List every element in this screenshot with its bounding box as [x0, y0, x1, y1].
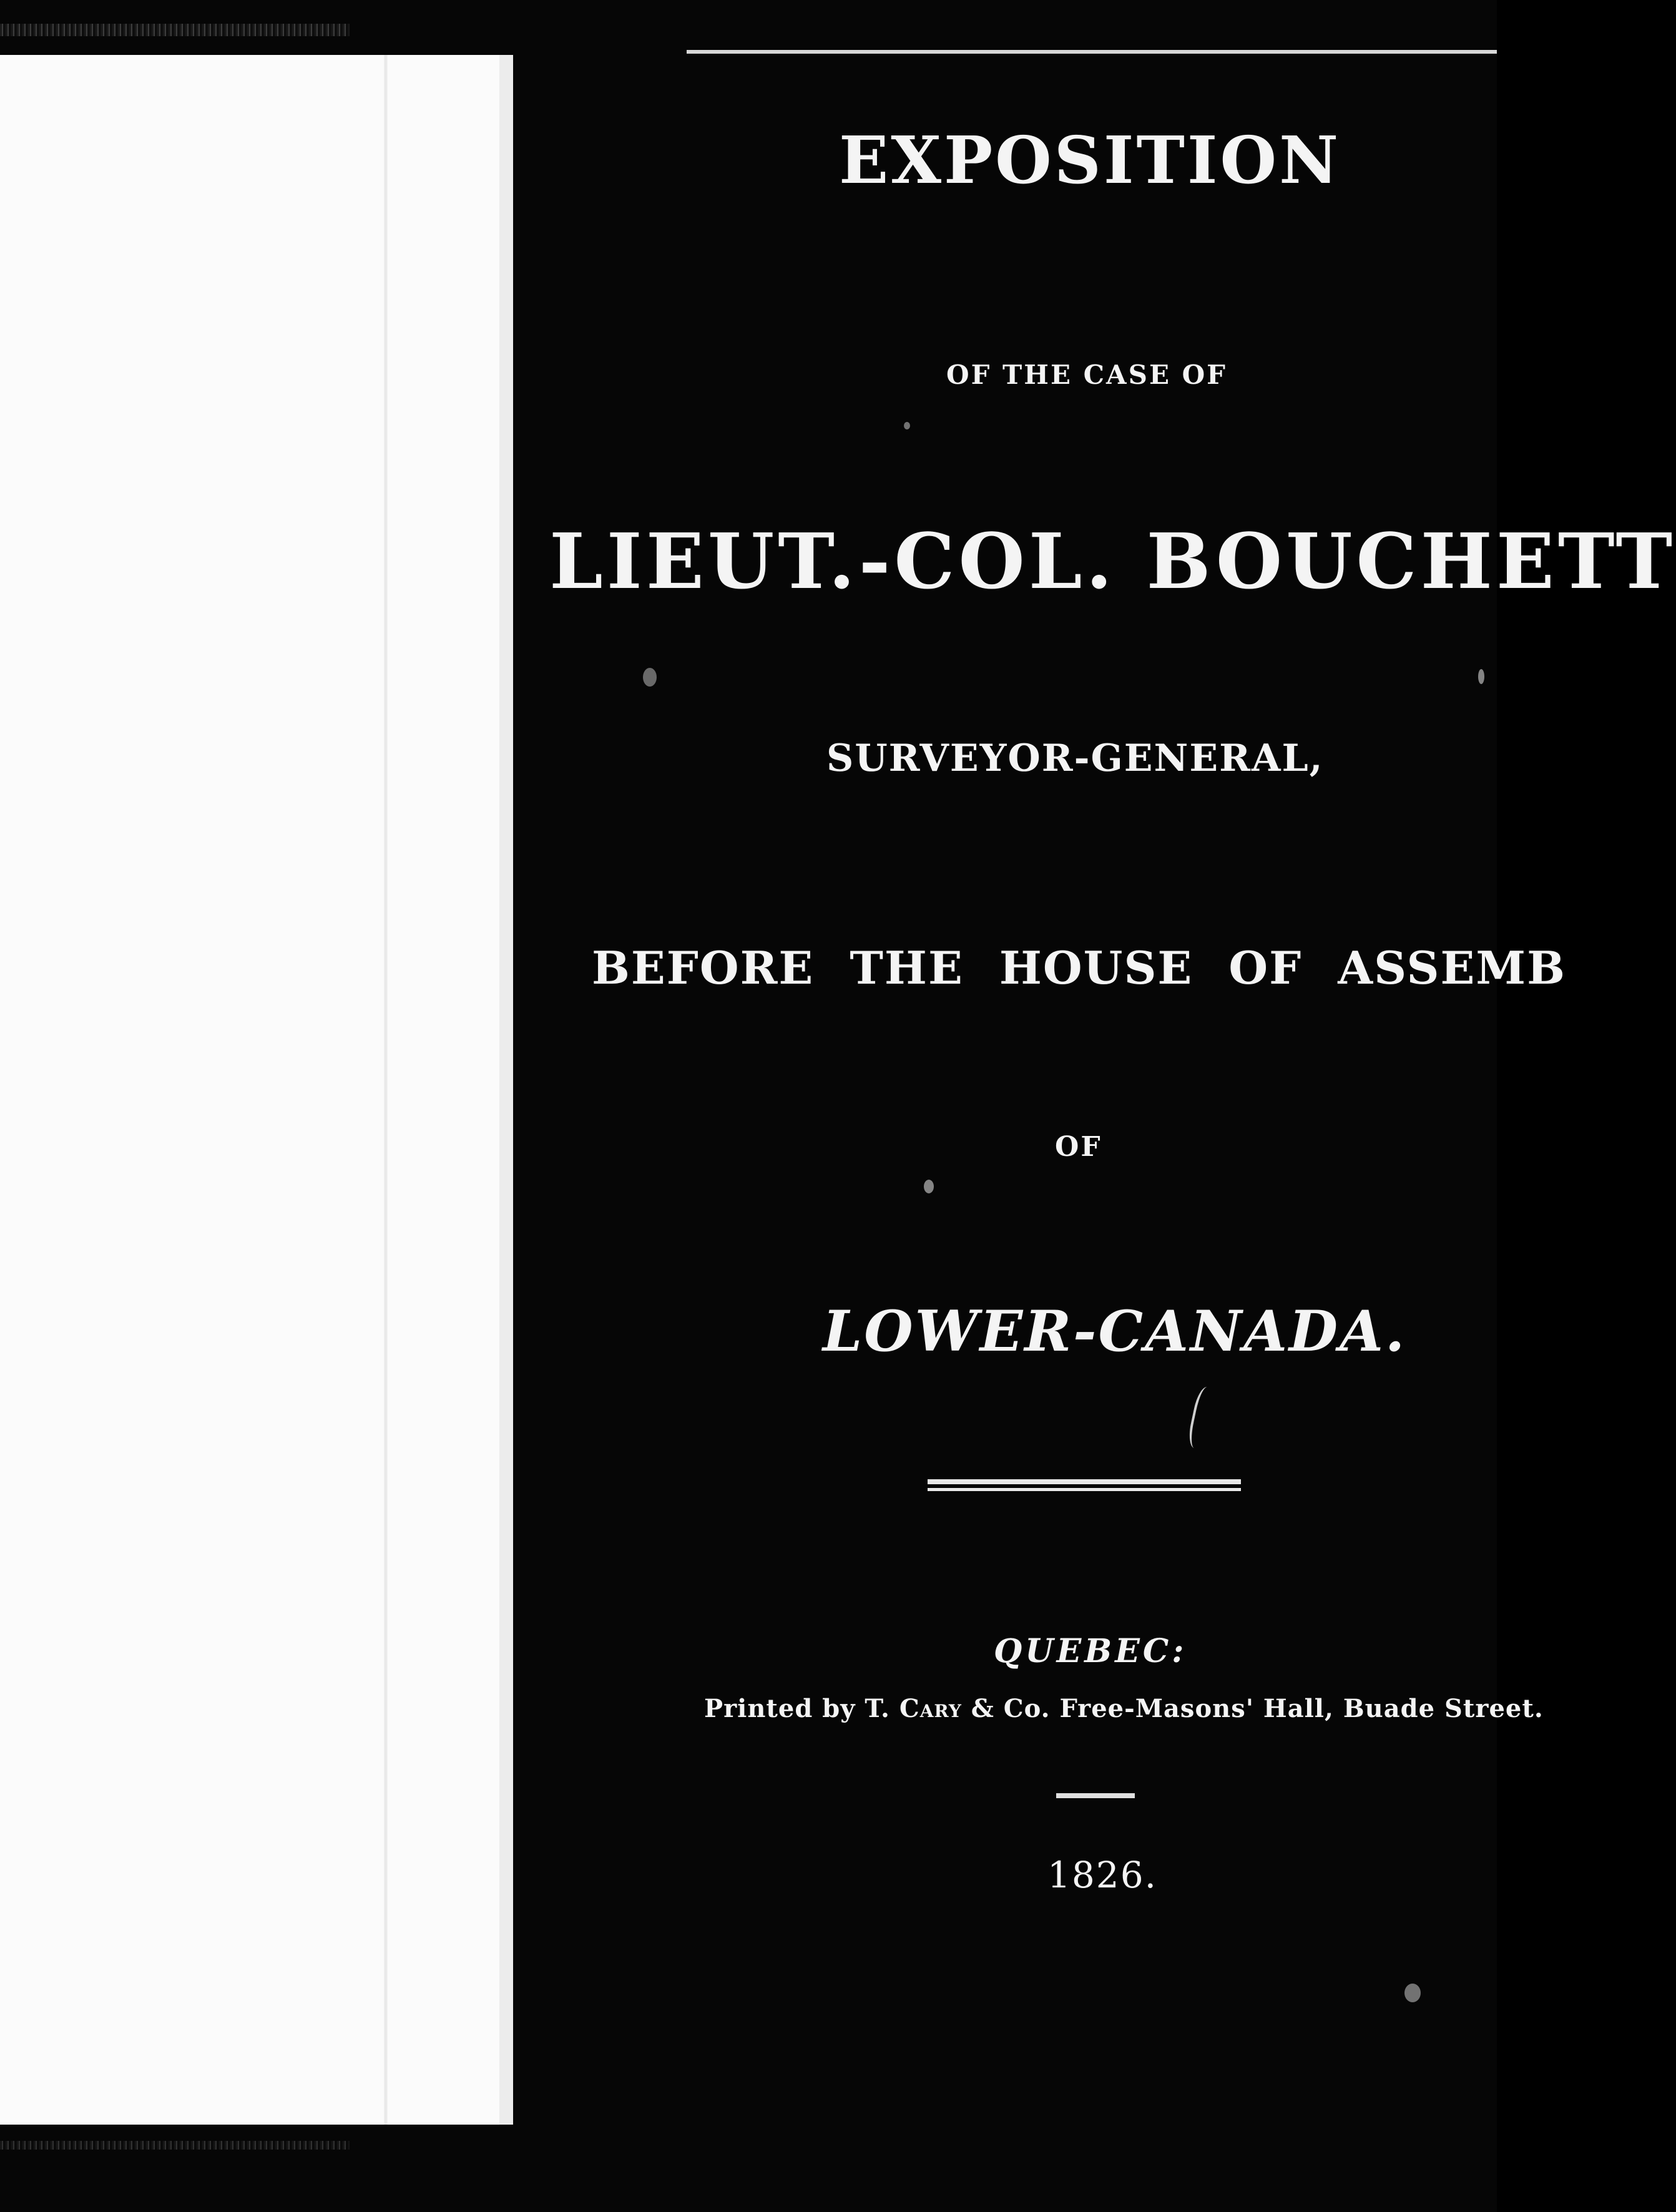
- top-border-rule: [687, 50, 1497, 54]
- scan-edge-bottom: [0, 2141, 350, 2150]
- imprint-place: QUEBEC:: [994, 1632, 1187, 1670]
- subject-name: LIEUT.-COL. BOUCHETT: [549, 516, 1676, 606]
- short-rule-divider: [1056, 1793, 1135, 1798]
- pen-mark: [1186, 1386, 1220, 1451]
- of-word: OF: [1055, 1131, 1102, 1163]
- title: EXPOSITION: [839, 122, 1341, 198]
- title-connector: OF THE CASE OF: [946, 360, 1227, 390]
- scan-speck: [904, 422, 910, 429]
- imprint-printer: [704, 1696, 1544, 1721]
- printer-suffix: & Co. Free-Masons' Hall, Buade Street.: [961, 1694, 1544, 1723]
- scan-speck: [1404, 1984, 1421, 2002]
- page-fold-line: [384, 55, 388, 2125]
- scan-speck: [1478, 669, 1484, 684]
- publication-year: 1826.: [1047, 1854, 1158, 1896]
- double-rule-divider: [928, 1479, 1241, 1493]
- printer-name: Cary: [899, 1694, 962, 1723]
- scan-edge-top: [0, 24, 350, 36]
- before-house-line: BEFORE THE HOUSE OF ASSEMB: [592, 941, 1566, 994]
- scan-speck: [643, 668, 657, 687]
- blank-verso-page: [0, 55, 499, 2125]
- page-edge: [499, 55, 513, 2125]
- printer-prefix: Printed by T.: [704, 1694, 899, 1723]
- scan-speck: [924, 1180, 934, 1193]
- province-name: LOWER-CANADA.: [823, 1298, 1407, 1364]
- subject-office: SURVEYOR-GENERAL,: [826, 737, 1324, 780]
